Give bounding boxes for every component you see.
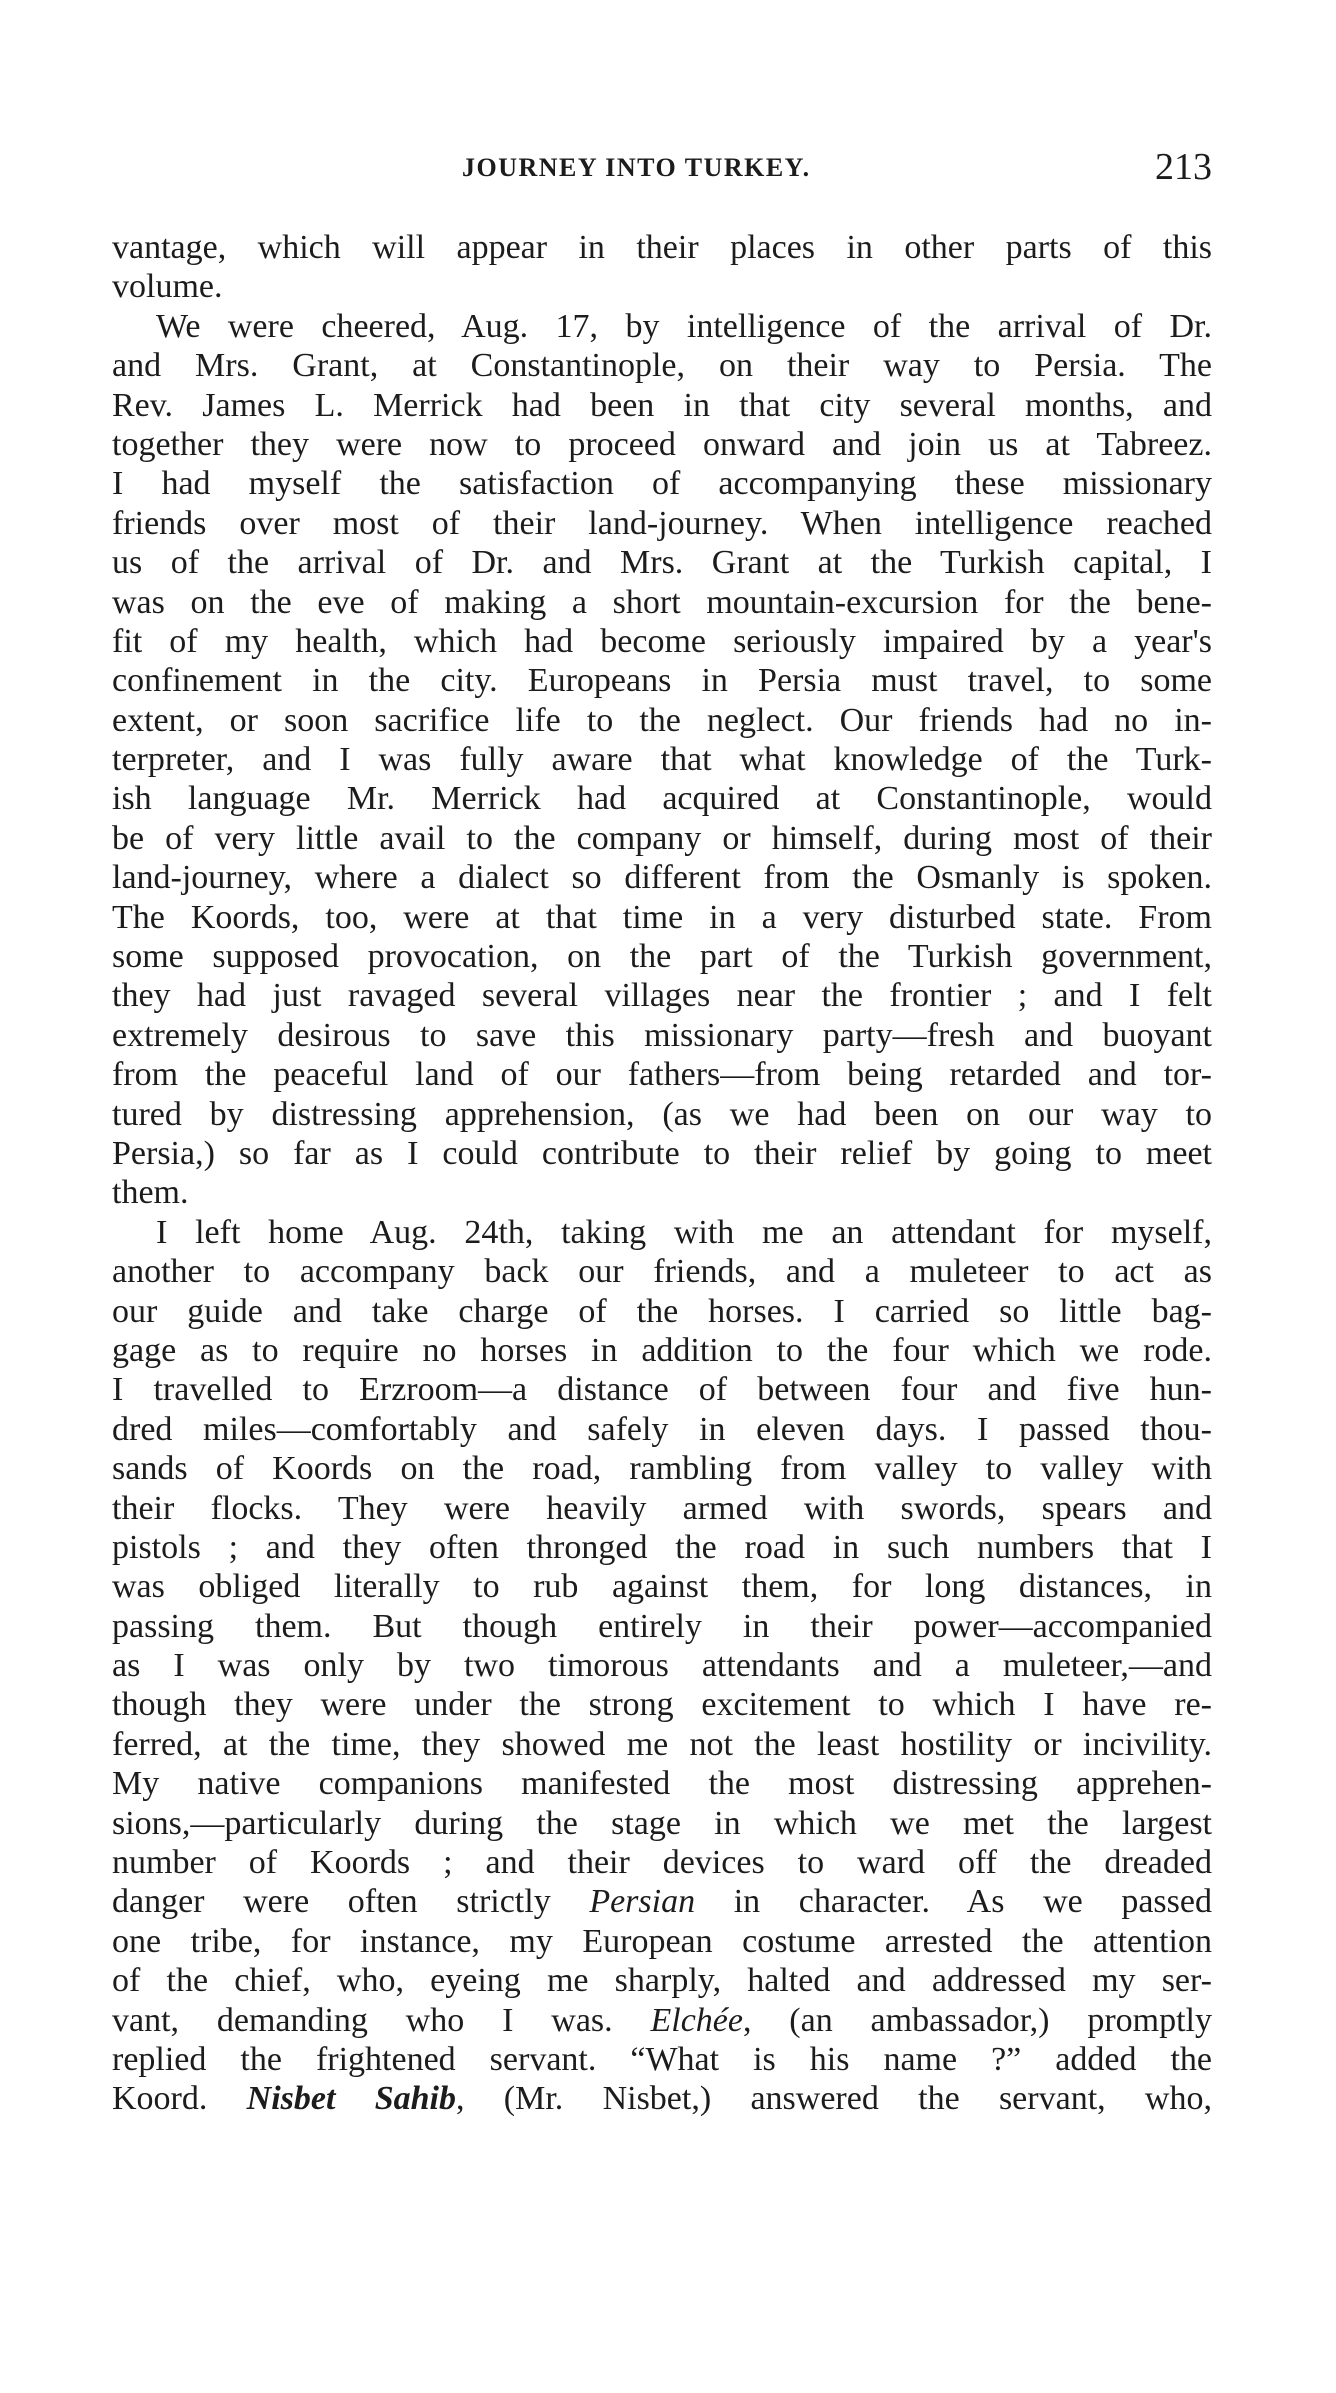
body-text [112,228,1212,2119]
text-line: confinement in the city. Europeans in Persia must travel, to some [112,662,1212,700]
text-line: our guide and take charge of the horses. I carried so little bag- [112,1292,1212,1330]
italic-term: Elchée [650,2001,743,2039]
text-line: vantage, which will appear in their places in other parts of this [112,229,1212,266]
text-line: fit of my health, which had become seriously impaired by a year's [112,622,1212,660]
text-line: My native companions manifested the most distressing apprehen- [112,1765,1212,1803]
text-line: ish language Mr. Merrick had acquired at Constantinople, would [112,780,1212,818]
text-line: Rev. James L. Merrick had been in that city several months, and [112,386,1212,424]
text-line [112,1882,1212,1921]
text-line: tured by distressing apprehension, (as we had been on our way to [112,1095,1212,1133]
text-line: number of Koords ; and their devices to ward off the dreaded [112,1844,1212,1882]
text-line: extremely desirous to save this missionary party—fresh and buoyant [112,1016,1212,1054]
text-line: sands of Koords on the road, rambling from valley to valley with [112,1450,1212,1488]
text-segment: , (Mr. Nisbet,) answered the servant, who, [456,2080,1212,2118]
text-line [112,2079,1212,2118]
text-segment: danger were often strictly [112,1883,590,1921]
text-line: land-journey, where a dialect so different from the Osmanly is spoken. [112,859,1212,897]
text-line: was on the eve of making a short mountain-excursion for the bene- [112,583,1212,621]
paragraph-start-line: We were cheered, Aug. 17, by intelligence of the arrival of Dr. [156,307,1212,345]
text-line: from the peaceful land of our fathers—from being retarded and tor- [112,1056,1212,1094]
text-line: of the chief, who, eyeing me sharply, halted and addressed my ser- [112,1962,1212,2000]
italic-term: Nisbet Sahib [246,2080,456,2118]
text-line: passing them. But though entirely in their power—accompanied [112,1607,1212,1645]
text-line: volume. [112,268,223,306]
text-line [112,2001,1212,2040]
text-line: them. [112,1174,189,1212]
running-title: JOURNEY INTO TURKEY. [462,153,811,182]
text-line: and Mrs. Grant, at Constantinople, on their way to Persia. The [112,347,1212,385]
text-line: The Koords, too, were at that time in a very disturbed state. From [112,898,1212,936]
text-line: be of very little avail to the company or himself, during most of their [112,819,1212,857]
text-line: sions,—particularly during the stage in which we met the largest [112,1804,1212,1842]
text-line: dred miles—comfortably and safely in eleven days. I passed thou- [112,1410,1212,1448]
page-number: 213 [1155,146,1212,188]
text-line: us of the arrival of Dr. and Mrs. Grant at the Turkish capital, I [112,544,1212,582]
text-line: as I was only by two timorous attendants and a muleteer,—and [112,1647,1212,1685]
text-line: replied the frightened servant. “What is his name ?” added the [112,2040,1212,2078]
text-line: they had just ravaged several villages near the frontier ; and I felt [112,977,1212,1015]
text-line: though they were under the strong excitement to which I have re- [112,1686,1212,1724]
text-line: friends over most of their land-journey. When intelligence reached [112,504,1212,542]
text-line: gage as to require no horses in addition to the four which we rode. [112,1331,1212,1369]
text-line: ferred, at the time, they showed me not the least hostility or incivility. [112,1725,1212,1763]
text-line: I had myself the satisfaction of accompanying these missionary [112,465,1212,503]
text-segment: Koord. [112,2080,247,2118]
text-line: Persia,) so far as I could contribute to their relief by going to meet [112,1134,1212,1172]
text-segment: , (an ambassador,) promptly [742,2001,1212,2039]
text-line: one tribe, for instance, my European costume arrested the attention [112,1922,1212,1960]
text-line: I travelled to Erzroom—a distance of between four and five hun- [112,1371,1212,1409]
text-segment: vant, demanding who I was. [112,2001,651,2039]
text-line: another to accompany back our friends, and a muleteer to act as [112,1253,1212,1291]
text-line: pistols ; and they often thronged the road in such numbers that I [112,1528,1212,1566]
paragraph-start-line: I left home Aug. 24th, taking with me an attendant for myself, [156,1213,1212,1251]
running-head [112,145,1212,191]
text-segment: in character. As we passed [695,1883,1212,1921]
text-line: terpreter, and I was fully aware that what knowledge of the Turk- [112,741,1212,779]
text-line: together they were now to proceed onward and join us at Tabreez. [112,425,1212,463]
text-line: some supposed provocation, on the part of the Turkish government, [112,938,1212,976]
italic-term: Persian [589,1883,696,1921]
text-line: extent, or soon sacrifice life to the neglect. Our friends had no in- [112,701,1212,739]
text-line: their flocks. They were heavily armed with swords, spears and [112,1489,1212,1527]
text-line: was obliged literally to rub against them, for long distances, in [112,1568,1212,1606]
